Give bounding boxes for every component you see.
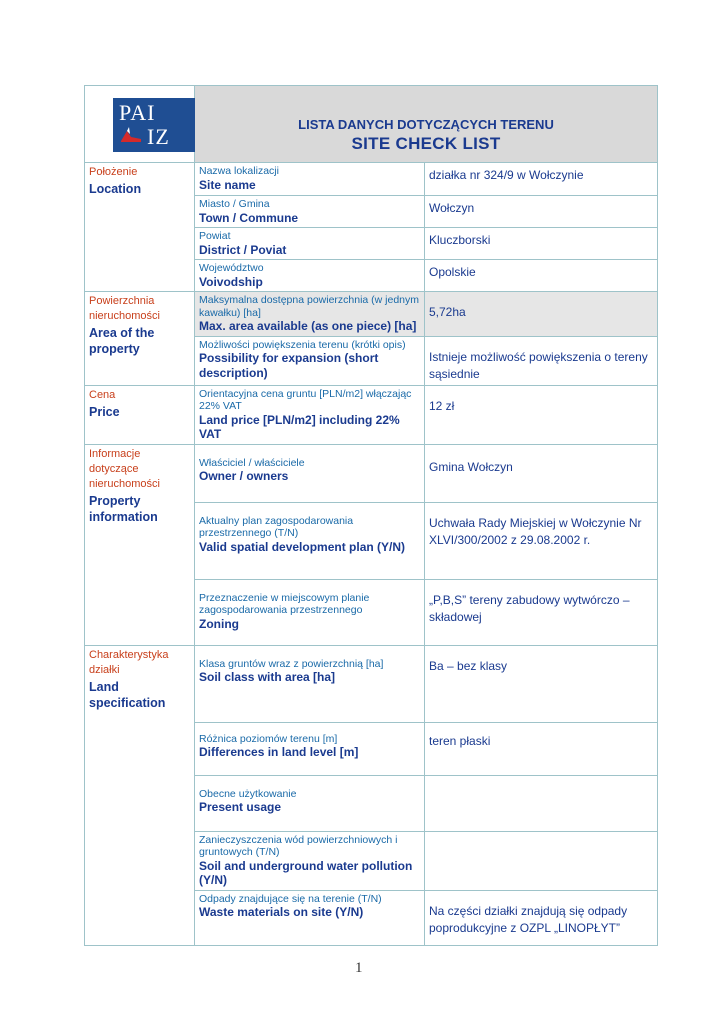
category-price xyxy=(85,385,195,444)
page-number: 1 xyxy=(355,960,363,976)
value-land-price: 12 zł xyxy=(425,385,658,444)
title-polish: LISTA DANYCH DOTYCZĄCYCH TERENU xyxy=(298,116,554,132)
field-pollution xyxy=(195,831,425,890)
category-location xyxy=(85,163,195,292)
value-land-level: teren płaski xyxy=(425,722,658,775)
field-label-pl: Nazwa lokalizacji xyxy=(199,165,279,177)
paiz-logo xyxy=(113,98,195,152)
value-max-area: 5,72ha xyxy=(425,292,658,337)
field-spatial-plan xyxy=(195,502,425,579)
field-site-name xyxy=(195,163,425,196)
value-voivodship: Opolskie xyxy=(425,260,658,292)
logo-text-bottom: IZ xyxy=(147,124,170,149)
field-label-pl: Właściciel / właściciele xyxy=(199,456,305,469)
field-present-usage xyxy=(195,775,425,831)
field-expansion xyxy=(195,336,425,385)
field-label-en: Max. area available (as one piece) [ha] xyxy=(199,319,417,333)
field-label-en: Present usage xyxy=(199,800,282,814)
value-present-usage xyxy=(425,775,658,831)
field-label-pl: Klasa gruntów wraz z powierzchnią [ha] xyxy=(199,657,384,670)
field-label-en: Site name xyxy=(199,177,256,192)
category-area-en: Area of the property xyxy=(89,326,155,356)
value-expansion: Istnieje możliwość powiększenia o tereny sąsiednie xyxy=(425,336,658,385)
value-owner: Gmina Wołczyn xyxy=(425,444,658,502)
value-town: Wołczyn xyxy=(425,196,658,228)
field-label-en: Land price [PLN/m2] including 22% VAT xyxy=(199,412,400,441)
field-voivodship xyxy=(195,260,425,292)
category-land-pl: Charakterystyka działki xyxy=(89,648,169,676)
category-property xyxy=(85,444,195,645)
field-label-pl: Przeznaczenie w miejscowym planie zagospodarowania przestrzennego xyxy=(199,591,370,616)
title-english: SITE CHECK LIST xyxy=(351,133,501,153)
field-label-pl: Województwo xyxy=(199,262,264,274)
field-label-en: Soil and underground water pollution (Y/N) xyxy=(199,858,413,887)
logo-text-top: PAI xyxy=(119,100,156,125)
category-price-en: Price xyxy=(89,404,120,419)
title-cell xyxy=(195,86,658,163)
field-label-en: Owner / owners xyxy=(199,469,289,483)
field-label-en: Town / Commune xyxy=(199,210,299,225)
field-label-pl: Miasto / Gmina xyxy=(199,198,270,210)
field-label-en: Waste materials on site (Y/N) xyxy=(199,905,364,919)
logo-cell xyxy=(85,86,195,163)
field-owner xyxy=(195,444,425,502)
category-location-pl: Położenie xyxy=(89,166,138,178)
field-label-pl: Orientacyjna cena gruntu [PLN/m2] włączając 22% VAT xyxy=(199,387,412,412)
field-zoning xyxy=(195,579,425,645)
field-label-en: Soil class with area [ha] xyxy=(199,670,336,684)
field-label-en: District / Poviat xyxy=(199,242,287,257)
field-max-area xyxy=(195,292,425,337)
category-price-pl: Cena xyxy=(89,388,116,401)
field-label-pl: Maksymalna dostępna powierzchnia (w jednym kawałku) [ha] xyxy=(199,294,420,319)
category-property-en: Property information xyxy=(89,493,158,524)
field-label-en: Valid spatial development plan (Y/N) xyxy=(199,539,406,554)
field-soil-class xyxy=(195,645,425,722)
value-district: Kluczborski xyxy=(425,228,658,260)
field-label-en: Differences in land level [m] xyxy=(199,745,359,759)
category-area xyxy=(85,292,195,386)
field-district xyxy=(195,228,425,260)
category-property-pl: Informacje dotyczące nieruchomości xyxy=(89,447,160,490)
field-label-pl: Możliwości powiększenia terenu (krótki opis) xyxy=(199,338,406,351)
field-label-en: Zoning xyxy=(199,616,239,631)
value-zoning: „P,B,S” tereny zabudowy wytwórczo – składowej xyxy=(425,579,658,645)
category-land xyxy=(85,645,195,945)
value-waste: Na części działki znajdują się odpady poprodukcyjne z OZPL „LINOPŁYT” xyxy=(425,890,658,945)
site-check-list-table xyxy=(84,85,658,946)
category-land-en: Land specification xyxy=(89,679,166,710)
field-label-pl: Odpady znajdujące się na terenie (T/N) xyxy=(199,892,382,905)
value-pollution xyxy=(425,831,658,890)
field-label-pl: Powiat xyxy=(199,230,231,242)
field-land-price xyxy=(195,385,425,444)
field-label-en: Possibility for expansion (short description) xyxy=(199,351,379,380)
field-town xyxy=(195,196,425,228)
field-land-level xyxy=(195,722,425,775)
field-label-pl: Zanieczyszczenia wód powierzchniowych i gruntowych (T/N) xyxy=(199,833,398,858)
field-label-en: Voivodship xyxy=(199,274,263,289)
field-label-pl: Aktualny plan zagospodarowania przestrzennego (T/N) xyxy=(199,514,354,539)
field-label-pl: Różnica poziomów terenu [m] xyxy=(199,732,338,745)
category-location-en: Location xyxy=(89,182,142,196)
value-spatial-plan: Uchwała Rady Miejskiej w Wołczynie Nr XLVI/300/2002 z 29.08.2002 r. xyxy=(425,502,658,579)
field-label-pl: Obecne użytkowanie xyxy=(199,787,297,800)
category-area-pl: Powierzchnia nieruchomości xyxy=(89,295,160,322)
shoe-icon xyxy=(119,125,143,145)
value-soil-class: Ba – bez klasy xyxy=(425,645,658,722)
field-waste xyxy=(195,890,425,945)
value-site-name: działka nr 324/9 w Wołczynie xyxy=(425,163,658,196)
